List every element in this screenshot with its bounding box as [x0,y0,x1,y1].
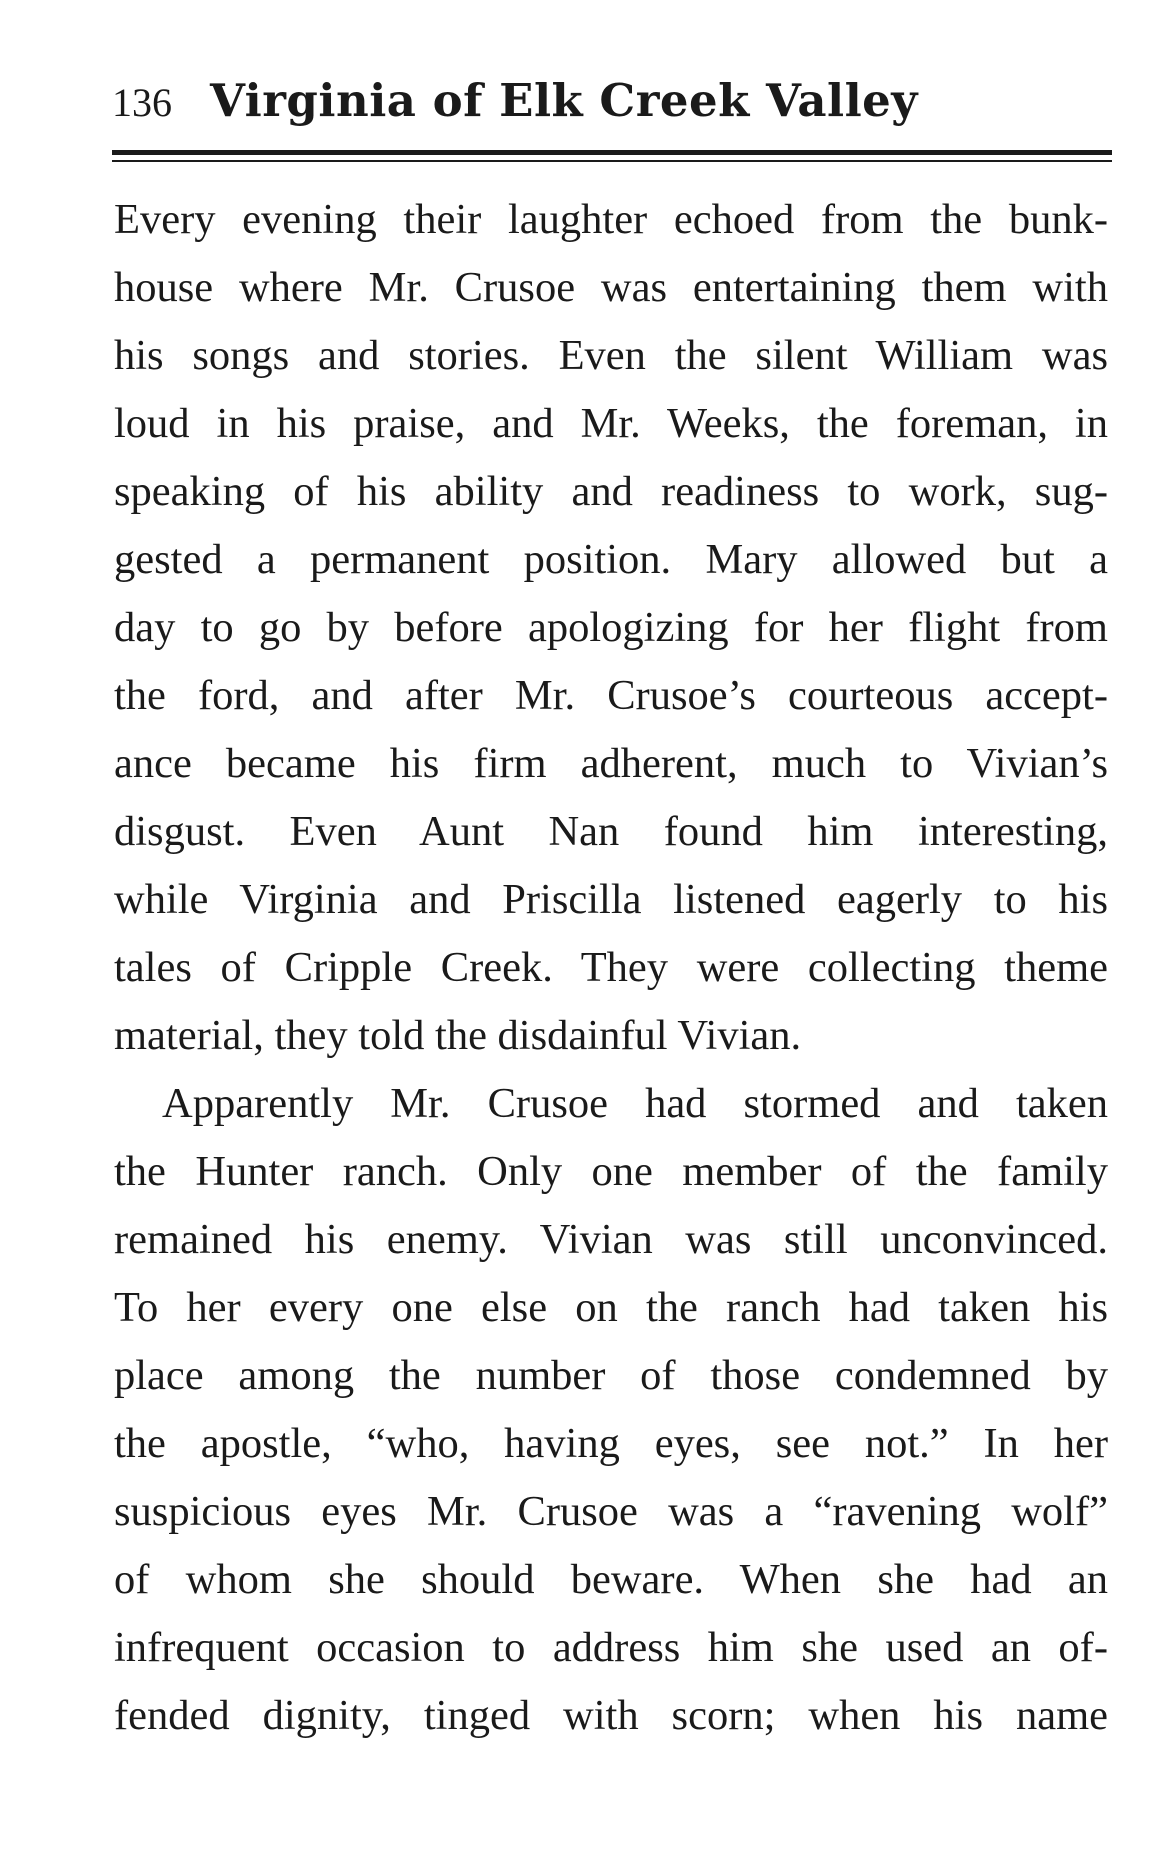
text-line: loud in his praise, and Mr. Weeks, the foreman, in [114,400,1108,447]
text-line: house where Mr. Crusoe was entertaining them with [114,264,1108,311]
text-line: gested a permanent position. Mary allowed but a [114,536,1108,583]
book-title: Virginia of Elk Creek Valley [210,74,918,127]
text-line: suspicious eyes Mr. Crusoe was a “ravening wolf” [114,1488,1108,1535]
paragraph-1 [114,186,1108,1070]
text-line: his songs and stories. Even the silent William was [114,332,1108,379]
text-line: of whom she should beware. When she had an [114,1556,1108,1603]
text-line: material, they told the disdainful Vivian. [114,1012,802,1059]
page-number: 136 [112,80,172,125]
text-line: remained his enemy. Vivian was still unconvinced. [114,1216,1108,1263]
running-head [112,74,1112,134]
text-line: fended dignity, tinged with scorn; when his name [114,1692,1108,1739]
text-line: disgust. Even Aunt Nan found him interesting, [114,808,1108,855]
paragraph-2 [114,1070,1108,1750]
text-line: the apostle, “who, having eyes, see not.” In her [114,1420,1108,1467]
header-rule-thick [112,150,1112,155]
text-line: infrequent occasion to address him she used an of- [114,1624,1108,1671]
text-line: tales of Cripple Creek. They were collecting theme [114,944,1108,991]
text-line: Apparently Mr. Crusoe had stormed and taken [162,1080,1108,1127]
text-line: while Virginia and Priscilla listened eagerly to his [114,876,1108,923]
text-line: day to go by before apologizing for her flight from [114,604,1108,651]
header-rule-thin [112,160,1112,162]
text-line: To her every one else on the ranch had taken his [114,1284,1108,1331]
body-text [114,186,1108,1750]
text-line: speaking of his ability and readiness to work, sug- [114,468,1108,515]
text-line: the Hunter ranch. Only one member of the family [114,1148,1108,1195]
text-line: place among the number of those condemned by [114,1352,1108,1399]
text-line: the ford, and after Mr. Crusoe’s courteous accept- [114,672,1108,719]
text-line: ance became his firm adherent, much to Vivian’s [114,740,1108,787]
text-line: Every evening their laughter echoed from the bunk- [114,196,1108,243]
